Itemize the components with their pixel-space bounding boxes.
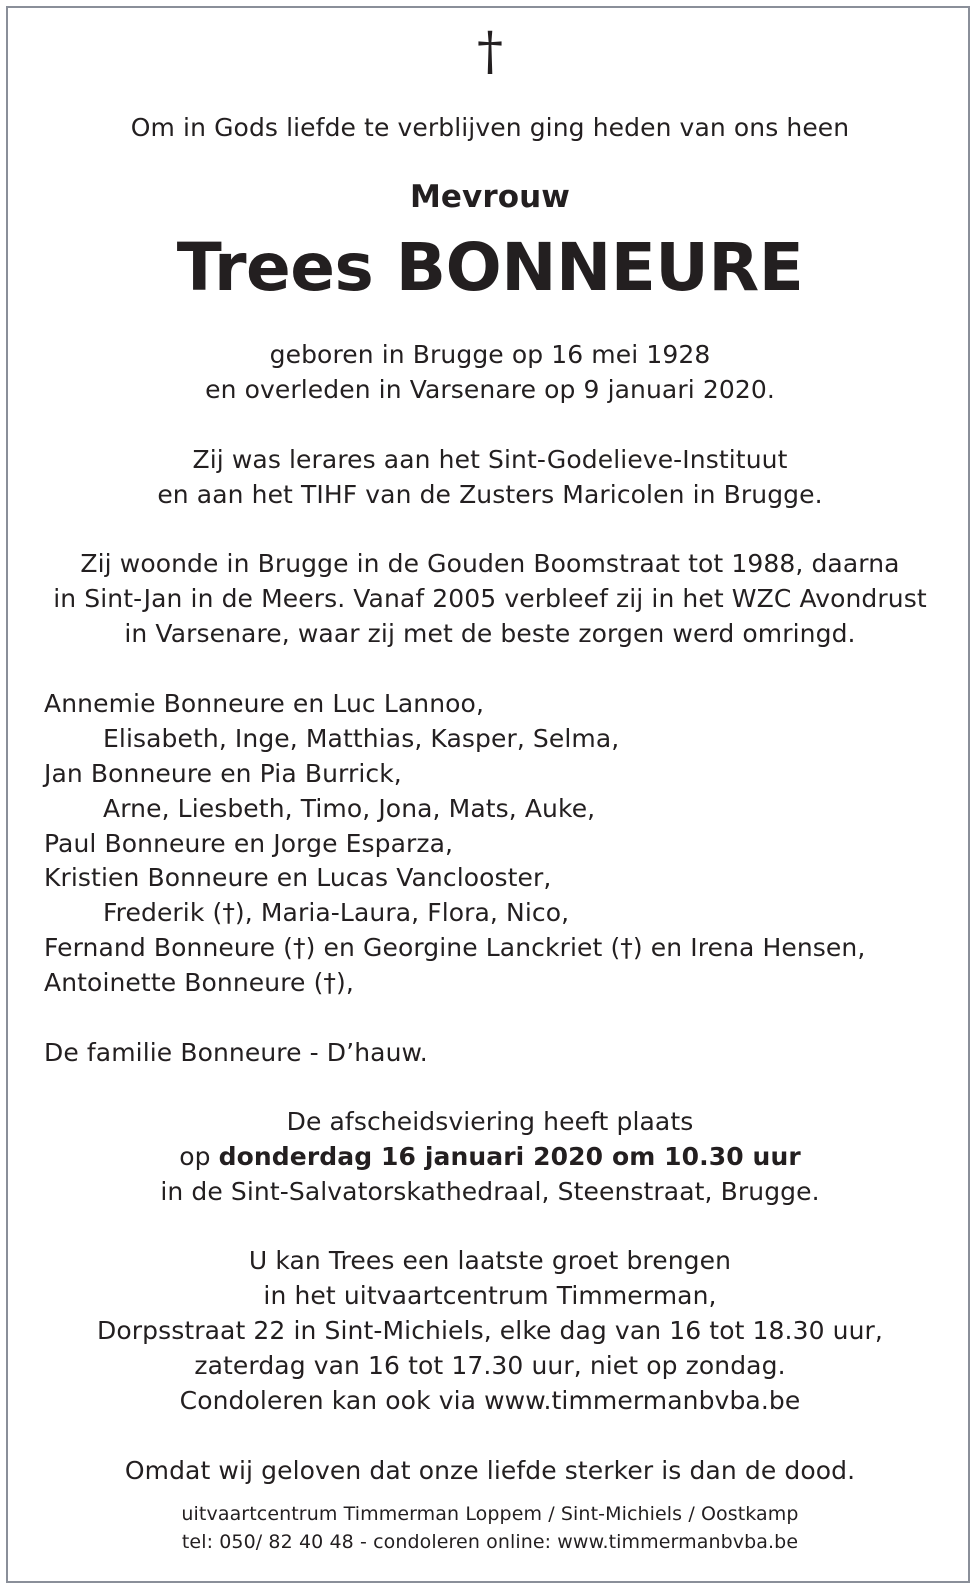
visitation-line: U kan Trees een laatste groet brengen (248, 1246, 732, 1275)
deceased-name: Trees BONNEURE (176, 229, 804, 306)
visitation-line: Dorpsstraat 22 in Sint-Michiels, elke dag van 16 tot 18.30 uur, (97, 1316, 883, 1345)
opening-line: Om in Gods liefde te verblijven ging heden van ons heen (130, 113, 850, 142)
cross-icon: † (477, 22, 503, 82)
closing-quote: Omdat wij geloven dat onze liefde sterker is dan de dood. (124, 1456, 856, 1485)
residence-line: in Varsenare, waar zij met de beste zorgen werd omringd. (124, 619, 856, 648)
footer-contact: tel: 050/ 82 40 48 - condoleren online: www.timmermanbvba.be (181, 1531, 799, 1553)
family-line: Arne, Liesbeth, Timo, Jona, Mats, Auke, (103, 794, 596, 823)
family-line: Fernand Bonneure (†) en Georgine Lanckriet (†) en Irena Hensen, (44, 933, 866, 962)
family-line: Annemie Bonneure en Luc Lannoo, (44, 689, 484, 718)
footer-funeral-home: uitvaartcentrum Timmerman Loppem / Sint-Michiels / Oostkamp (181, 1503, 799, 1525)
family-line: Antoinette Bonneure (†), (44, 968, 354, 997)
service-datetime-line (0, 1140, 980, 1174)
residence-line: Zij woonde in Brugge in de Gouden Boomstraat tot 1988, daarna (80, 549, 900, 578)
family-line: Kristien Bonneure en Lucas Vanclooster, (44, 863, 552, 892)
service-location: in de Sint-Salvatorskathedraal, Steenstraat, Brugge. (160, 1177, 820, 1206)
title: Mevrouw (409, 179, 571, 215)
family-line: Jan Bonneure en Pia Burrick, (44, 759, 402, 788)
death-line: en overleden in Varsenare op 9 januari 2020. (205, 375, 775, 404)
visitation-line: Condoleren kan ook via www.timmermanbvba.be (179, 1386, 801, 1415)
family-line: Paul Bonneure en Jorge Esparza, (44, 829, 454, 858)
residence-line: in Sint-Jan in de Meers. Vanaf 2005 verbleef zij in het WZC Avondrust (53, 584, 927, 613)
service-prefix: op (179, 1142, 219, 1171)
service-datetime: donderdag 16 januari 2020 om 10.30 uur (218, 1142, 801, 1171)
career-line: en aan het TIHF van de Zusters Maricolen in Brugge. (157, 480, 823, 509)
family-name: De familie Bonneure - D’hauw. (44, 1038, 428, 1067)
birth-line: geboren in Brugge op 16 mei 1928 (269, 340, 711, 369)
family-line: Frederik (†), Maria-Laura, Flora, Nico, (103, 898, 570, 927)
visitation-line: in het uitvaartcentrum Timmerman, (263, 1281, 717, 1310)
visitation-line: zaterdag van 16 tot 17.30 uur, niet op zondag. (194, 1351, 786, 1380)
career-line: Zij was lerares aan het Sint-Godelieve-Instituut (192, 445, 788, 474)
family-line: Elisabeth, Inge, Matthias, Kasper, Selma, (103, 724, 620, 753)
service-intro: De afscheidsviering heeft plaats (286, 1107, 694, 1136)
